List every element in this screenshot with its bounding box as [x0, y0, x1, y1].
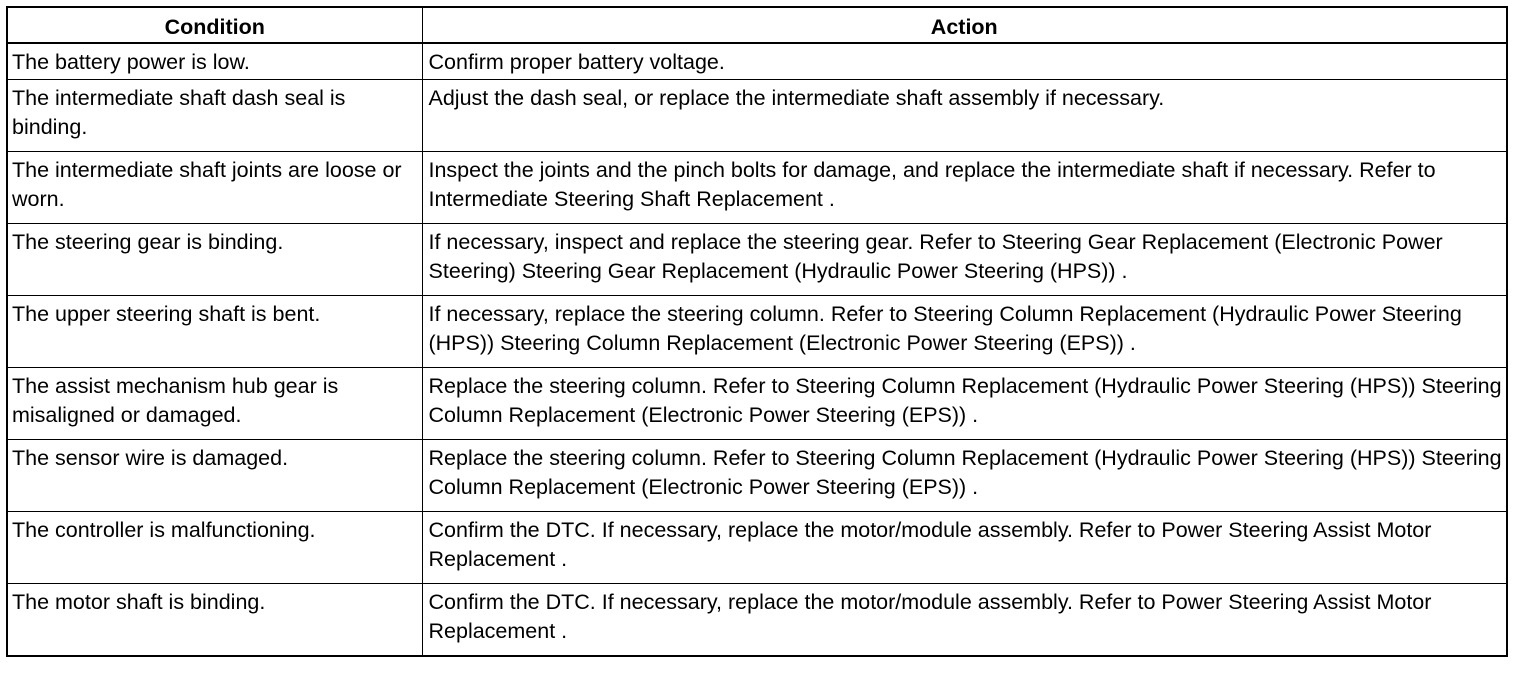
action-cell: Replace the steering column. Refer to Steering Column Replacement (Hydraulic Power Steering (HPS)) Steering Column Replacement (Electronic Power Steering (EPS)) . [422, 440, 1507, 512]
condition-cell: The sensor wire is damaged. [7, 440, 422, 512]
table-row [7, 512, 1507, 584]
action-cell: If necessary, inspect and replace the steering gear. Refer to Steering Gear Replacement (Electronic Power Steering) Steering Gear Replacement (Hydraulic Power Steering (HPS)) . [422, 224, 1507, 296]
condition-cell: The intermediate shaft joints are loose or worn. [7, 152, 422, 224]
table-row [7, 368, 1507, 440]
action-cell: Replace the steering column. Refer to Steering Column Replacement (Hydraulic Power Steering (HPS)) Steering Column Replacement (Electronic Power Steering (EPS)) . [422, 368, 1507, 440]
condition-column-header: Condition [7, 7, 422, 43]
table-row [7, 43, 1507, 80]
table-row [7, 152, 1507, 224]
action-column-header: Action [422, 7, 1507, 43]
action-cell: Inspect the joints and the pinch bolts for damage, and replace the intermediate shaft if necessary. Refer to Intermediate Steering Shaft Replacement . [422, 152, 1507, 224]
table-row [7, 224, 1507, 296]
table-row [7, 584, 1507, 656]
diagnostic-table-container [6, 6, 1508, 657]
action-cell: Confirm the DTC. If necessary, replace the motor/module assembly. Refer to Power Steering Assist Motor Replacement . [422, 512, 1507, 584]
table-row [7, 80, 1507, 152]
action-cell: Confirm the DTC. If necessary, replace the motor/module assembly. Refer to Power Steering Assist Motor Replacement . [422, 584, 1507, 656]
action-cell: Adjust the dash seal, or replace the intermediate shaft assembly if necessary. [422, 80, 1507, 152]
condition-cell: The motor shaft is binding. [7, 584, 422, 656]
table-row [7, 440, 1507, 512]
action-cell: Confirm proper battery voltage. [422, 43, 1507, 80]
table-row [7, 296, 1507, 368]
condition-cell: The controller is malfunctioning. [7, 512, 422, 584]
action-cell: If necessary, replace the steering column. Refer to Steering Column Replacement (Hydraulic Power Steering (HPS)) Steering Column Replacement (Electronic Power Steering (EPS)) . [422, 296, 1507, 368]
condition-cell: The assist mechanism hub gear is misaligned or damaged. [7, 368, 422, 440]
diagnostic-table [6, 6, 1508, 657]
condition-cell: The intermediate shaft dash seal is binding. [7, 80, 422, 152]
condition-cell: The steering gear is binding. [7, 224, 422, 296]
condition-cell: The upper steering shaft is bent. [7, 296, 422, 368]
condition-cell: The battery power is low. [7, 43, 422, 80]
table-header-row [7, 7, 1507, 43]
